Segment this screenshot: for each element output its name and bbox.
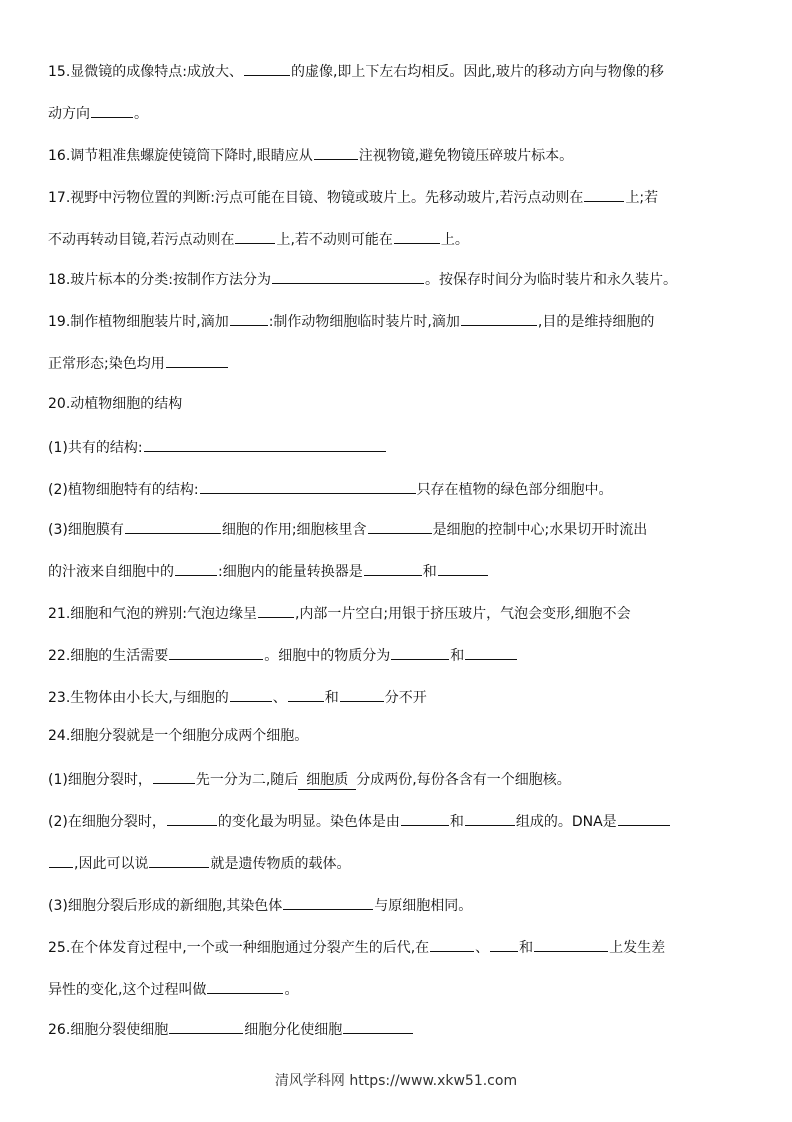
q15-text-a: 15.显微镜的成像特点:成放大、 [48,64,243,80]
q23-text-b: 、 [272,690,287,706]
answer-blank[interactable] [175,560,217,576]
q20-p3e: :细胞内的能量转换器是 [218,564,363,580]
answer-blank[interactable] [394,228,440,244]
answer-blank[interactable] [461,310,537,326]
answer-blank[interactable] [340,686,384,702]
answer-blank[interactable] [144,436,386,452]
question-15-line-2 [48,102,748,124]
q24-p2a: (2)在细胞分裂时， [48,814,166,830]
answer-blank[interactable] [258,602,294,618]
answer-blank[interactable] [169,644,263,660]
q24-p2c: 和 [449,814,464,830]
question-25-line-1 [48,936,748,958]
q24-p3b: 与原细胞相同。 [374,898,473,914]
q24-p1b: 先一分为二,随后 [195,772,299,788]
q23-text-a: 23.生物体由小长大,与细胞的 [48,690,229,706]
answer-blank[interactable] [584,186,624,202]
answer-blank[interactable] [230,686,272,702]
answer-blank[interactable] [91,102,133,118]
answer-blank[interactable] [49,852,73,868]
q26-text-b: 细胞分化使细胞 [244,1022,343,1038]
q25-text-b: 、 [475,940,490,956]
q21-text-b: ,内部一片空白;用银于挤压玻片，气泡会变形,细胞不会 [294,606,631,622]
answer-blank[interactable] [169,1018,243,1034]
q25-text-f: 。 [284,982,299,998]
q19-text-a: 19.制作植物细胞装片时,滴加 [48,314,229,330]
q20-p2a: (2)植物细胞特有的结构: [48,482,199,498]
q18-text-b: 。按保存时间分为临时装片和永久装片。 [424,272,677,288]
q23-text-d: 分不开 [384,690,427,706]
q20-p2b: 只存在植物的绿色部分细胞中。 [416,482,613,498]
q21-text-a: 21.细胞和气泡的辨别:气泡边缘呈 [48,606,257,622]
q19-text-d: 正常形态;染色均用 [48,356,165,372]
answer-blank[interactable] [368,518,432,534]
question-26 [48,1018,748,1040]
answer-blank[interactable] [125,518,221,534]
question-25-line-2 [48,978,748,1000]
question-17-line-1 [48,186,748,208]
question-22 [48,644,748,666]
answer-blank[interactable] [401,810,449,826]
question-18 [48,268,748,290]
q25-text-d: 上发生差 [609,940,666,956]
question-20-part-2 [48,478,748,500]
q24-title: 24.细胞分裂就是一个细胞分成两个细胞。 [48,728,309,744]
q20-p3f: 和 [422,564,437,580]
answer-blank[interactable] [288,686,324,702]
question-15-line-1 [48,60,748,82]
question-19-line-2 [48,352,748,374]
answer-blank[interactable] [364,560,422,576]
q22-text-b: 。细胞中的物质分为 [264,648,391,664]
q18-text-a: 18.玻片标本的分类:按制作方法分为 [48,272,271,288]
q19-text-c: ,目的是维持细胞的 [537,314,655,330]
q24-p2b: 的变化最为明显。染色体是由 [217,814,400,830]
answer-blank[interactable] [534,936,608,952]
question-16 [48,144,748,166]
question-20-title [48,394,748,414]
q20-p3c: 是细胞的控制中心;水果切开时流出 [432,522,648,538]
question-24-part-3 [48,894,748,916]
q24-p2e: ,因此可以说 [74,856,149,872]
question-19-line-1 [48,310,748,332]
q24-p1c: 分成两份,每份各含有一个细胞核。 [356,772,571,788]
footer-watermark: 清风学科网 https://www.xkw51.com [274,1073,518,1089]
filled-answer: 细胞质 [298,772,356,790]
answer-blank[interactable] [343,1018,413,1034]
question-20-part-1 [48,436,748,458]
q20-p3b: 细胞的作用;细胞核里含 [221,522,367,538]
q22-text-a: 22.细胞的生活需要 [48,648,169,664]
q20-p3a: (3)细胞膜有 [48,522,124,538]
q25-text-e: 异性的变化,这个过程叫做 [48,982,207,998]
answer-blank[interactable] [391,644,449,660]
q24-p1a: (1)细胞分裂时， [48,772,152,788]
q25-text-a: 25.在个体发育过程中,一个或一种细胞通过分裂产生的后代,在 [48,940,430,956]
answer-blank[interactable] [166,352,228,368]
question-20-part-3-line-2 [48,560,748,582]
answer-blank[interactable] [272,268,424,284]
question-21 [48,602,748,624]
answer-blank[interactable] [438,560,488,576]
answer-blank[interactable] [430,936,474,952]
answer-blank[interactable] [465,810,515,826]
q25-text-c: 和 [519,940,534,956]
q20-p1: (1)共有的结构: [48,440,143,456]
answer-blank[interactable] [618,810,670,826]
answer-blank[interactable] [283,894,373,910]
q17-text-e: 上。 [440,232,469,248]
answer-blank[interactable] [200,478,416,494]
question-24-part-1 [48,768,748,790]
q24-p2d: 组成的。DNA是 [515,814,617,830]
answer-blank[interactable] [167,810,217,826]
question-23 [48,686,748,708]
q24-p3a: (3)细胞分裂后形成的新细胞,其染色体 [48,898,283,914]
question-17-line-2 [48,228,748,250]
q15-text-c: 动方向 [48,106,90,122]
answer-blank[interactable] [244,60,290,76]
question-24-part-2-line-1 [48,810,748,832]
q23-text-c: 和 [324,690,339,706]
q17-text-d: 上,若不动则可能在 [276,232,393,248]
q20-p3d: 的汁液来自细胞中的 [48,564,174,580]
q16-text-a: 16.调节粗准焦螺旋使镜筒下降时,眼睛应从 [48,148,313,164]
q17-text-a: 17.视野中污物位置的判断:污点可能在目镜、物镜或玻片上。先移动玻片,若污点动则在 [48,190,584,206]
answer-blank[interactable] [153,768,195,784]
question-24-title [48,726,748,746]
question-20-part-3-line-1 [48,518,748,540]
answer-blank[interactable] [465,644,517,660]
answer-blank[interactable] [149,852,209,868]
answer-blank[interactable] [230,310,268,326]
q22-text-c: 和 [450,648,465,664]
answer-blank[interactable] [235,228,275,244]
q15-text-b: 的虚像,即上下左右均相反。因此,玻片的移动方向与物像的移 [290,64,664,80]
q26-text-a: 26.细胞分裂使细胞 [48,1022,169,1038]
answer-blank[interactable] [207,978,283,994]
q15-text-d: 。 [134,106,148,122]
q19-text-b: :制作动物细胞临时装片时,滴加 [268,314,460,330]
q17-text-b: 上;若 [625,190,659,206]
q17-text-c: 不动再转动目镜,若污点动则在 [48,232,235,248]
q20-title: 20.动植物细胞的结构 [48,396,183,412]
answer-blank[interactable] [490,936,518,952]
q16-text-b: 注视物镜,避免物镜压碎玻片标本。 [358,148,574,164]
question-24-part-2-line-2 [48,852,748,874]
q24-p2f: 就是遗传物质的载体。 [210,856,351,872]
answer-blank[interactable] [314,144,358,160]
